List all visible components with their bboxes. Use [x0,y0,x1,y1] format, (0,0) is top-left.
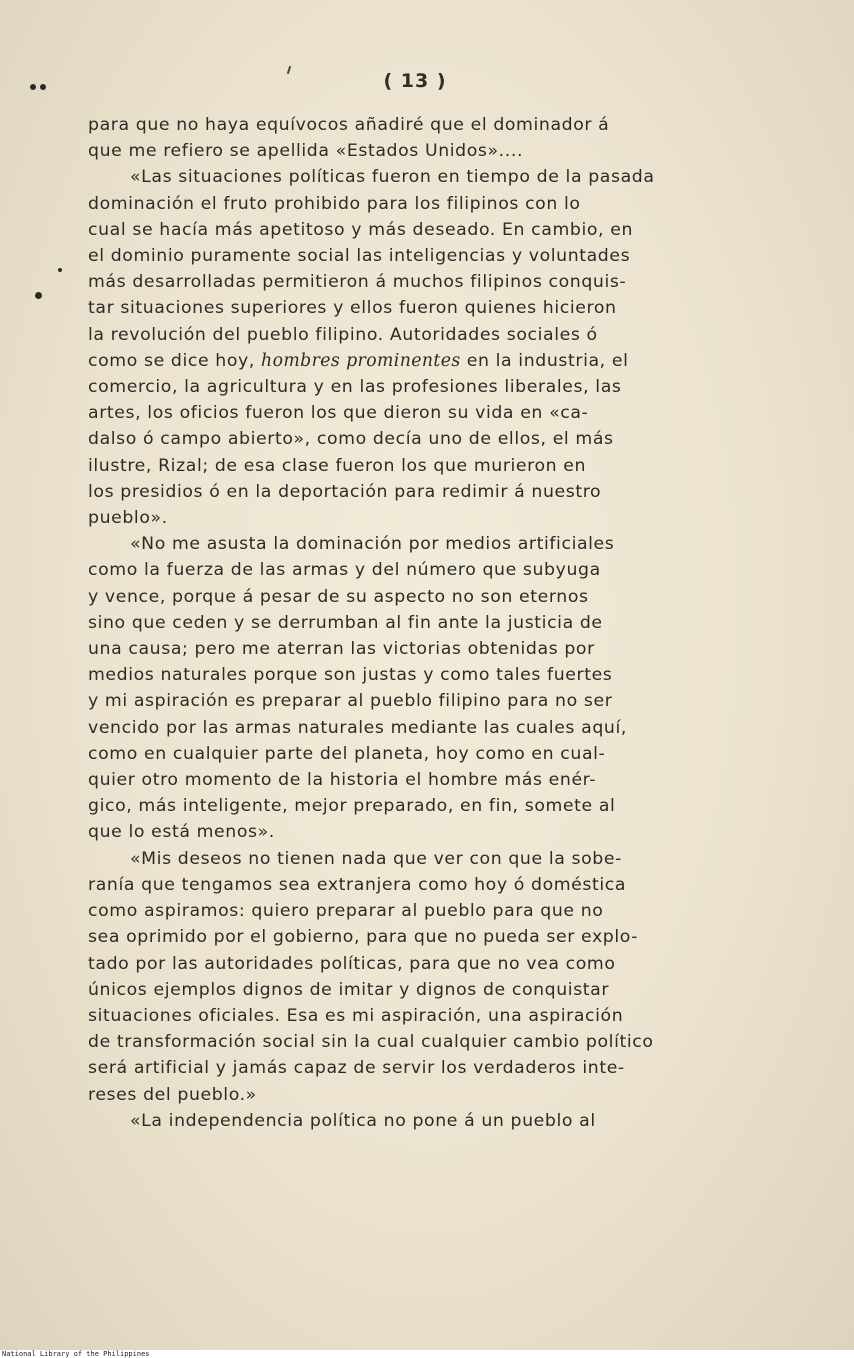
text-line: de transformación social sin la cual cualquier cambio político [88,1032,654,1053]
text-line: será artificial y jamás capaz de servir los verdaderos inte- [88,1058,625,1079]
text-line: y vence, porque á pesar de su aspecto no son eternos [88,586,589,607]
text-line: que me refiero se apellida «Estados Unidos».... [88,141,524,162]
text-line [88,348,741,374]
text-line: tar situaciones superiores y ellos fueron quienes hicieron [88,298,617,319]
text-line: sino que ceden y se derrumban al fin ante la justicia de [88,612,603,633]
text-line: ilustre, Rizal; de esa clase fueron los que murieron en [88,455,587,476]
text-line: vencido por las armas naturales mediante las cuales aquí, [88,717,627,738]
text-line: los presidios ó en la deportación para redimir á nuestro [88,481,602,502]
italic-phrase: hombres prominentes [261,350,461,371]
text-line: quier otro momento de la historia el hombre más enér- [88,770,597,791]
text-line: «Mis deseos no tienen nada que ver con que la sobe- [130,848,622,869]
text-line: cual se hacía más apetitoso y más deseado. En cambio, en [88,219,633,240]
text-segment: en la industria, el [460,350,629,371]
text-line: como en cualquier parte del planeta, hoy como en cual- [88,743,606,764]
text-line: dominación el fruto prohibido para los filipinos con lo [88,193,581,214]
text-line: que lo está menos». [88,822,275,843]
text-line: como aspiramos: quiero preparar al pueblo para que no [88,901,604,922]
text-line: comercio, la agricultura y en las profesiones liberales, las [88,377,622,398]
text-line: «No me asusta la dominación por medios artificiales [130,534,615,555]
text-line: dalso ó campo abierto», como decía uno de ellos, el más [88,429,614,450]
ink-dot [35,292,42,299]
body-text [88,112,741,1134]
text-line: sea oprimido por el gobierno, para que no pueda ser explo- [88,927,639,948]
text-line: y mi aspiración es preparar al pueblo filipino para no ser [88,691,613,712]
text-line: más desarrolladas permitieron á muchos filipinos conquis- [88,272,627,293]
text-line: pueblo». [88,508,168,529]
text-line: la revolución del pueblo filipino. Autoridades sociales ó [88,324,598,345]
text-line: medios naturales porque son justas y como tales fuertes [88,665,613,686]
ink-dot [58,268,62,272]
text-line: para que no haya equívocos añadiré que el dominador á [88,115,610,135]
text-line: reses del pueblo.» [88,1084,257,1105]
text-line: situaciones oficiales. Esa es mi aspiración, una aspiración [88,1005,624,1026]
text-segment: como se dice hoy, [88,350,262,371]
text-line: una causa; pero me aterran las victorias obtenidas por [88,639,595,660]
text-line: el dominio puramente social las inteligencias y voluntades [88,246,631,267]
footer-credit: National Library of the Philippines [2,1350,150,1358]
text-line: gico, más inteligente, mejor preparado, en fin, somete al [88,796,616,817]
text-line: como la fuerza de las armas y del número que subyuga [88,560,601,581]
text-line: ranía que tengamos sea extranjera como hoy ó doméstica [88,874,627,895]
text-line: «Las situaciones políticas fueron en tiempo de la pasada [130,167,655,188]
text-line: artes, los oficios fueron los que dieron su vida en «ca- [88,403,589,424]
text-line: únicos ejemplos dignos de imitar y dignos de conquistar [88,979,610,1000]
text-line: tado por las autoridades políticas, para que no vea como [88,953,616,974]
page-number: ( 13 ) [383,70,447,92]
text-line: «La independencia política no pone á un pueblo al [130,1110,596,1131]
